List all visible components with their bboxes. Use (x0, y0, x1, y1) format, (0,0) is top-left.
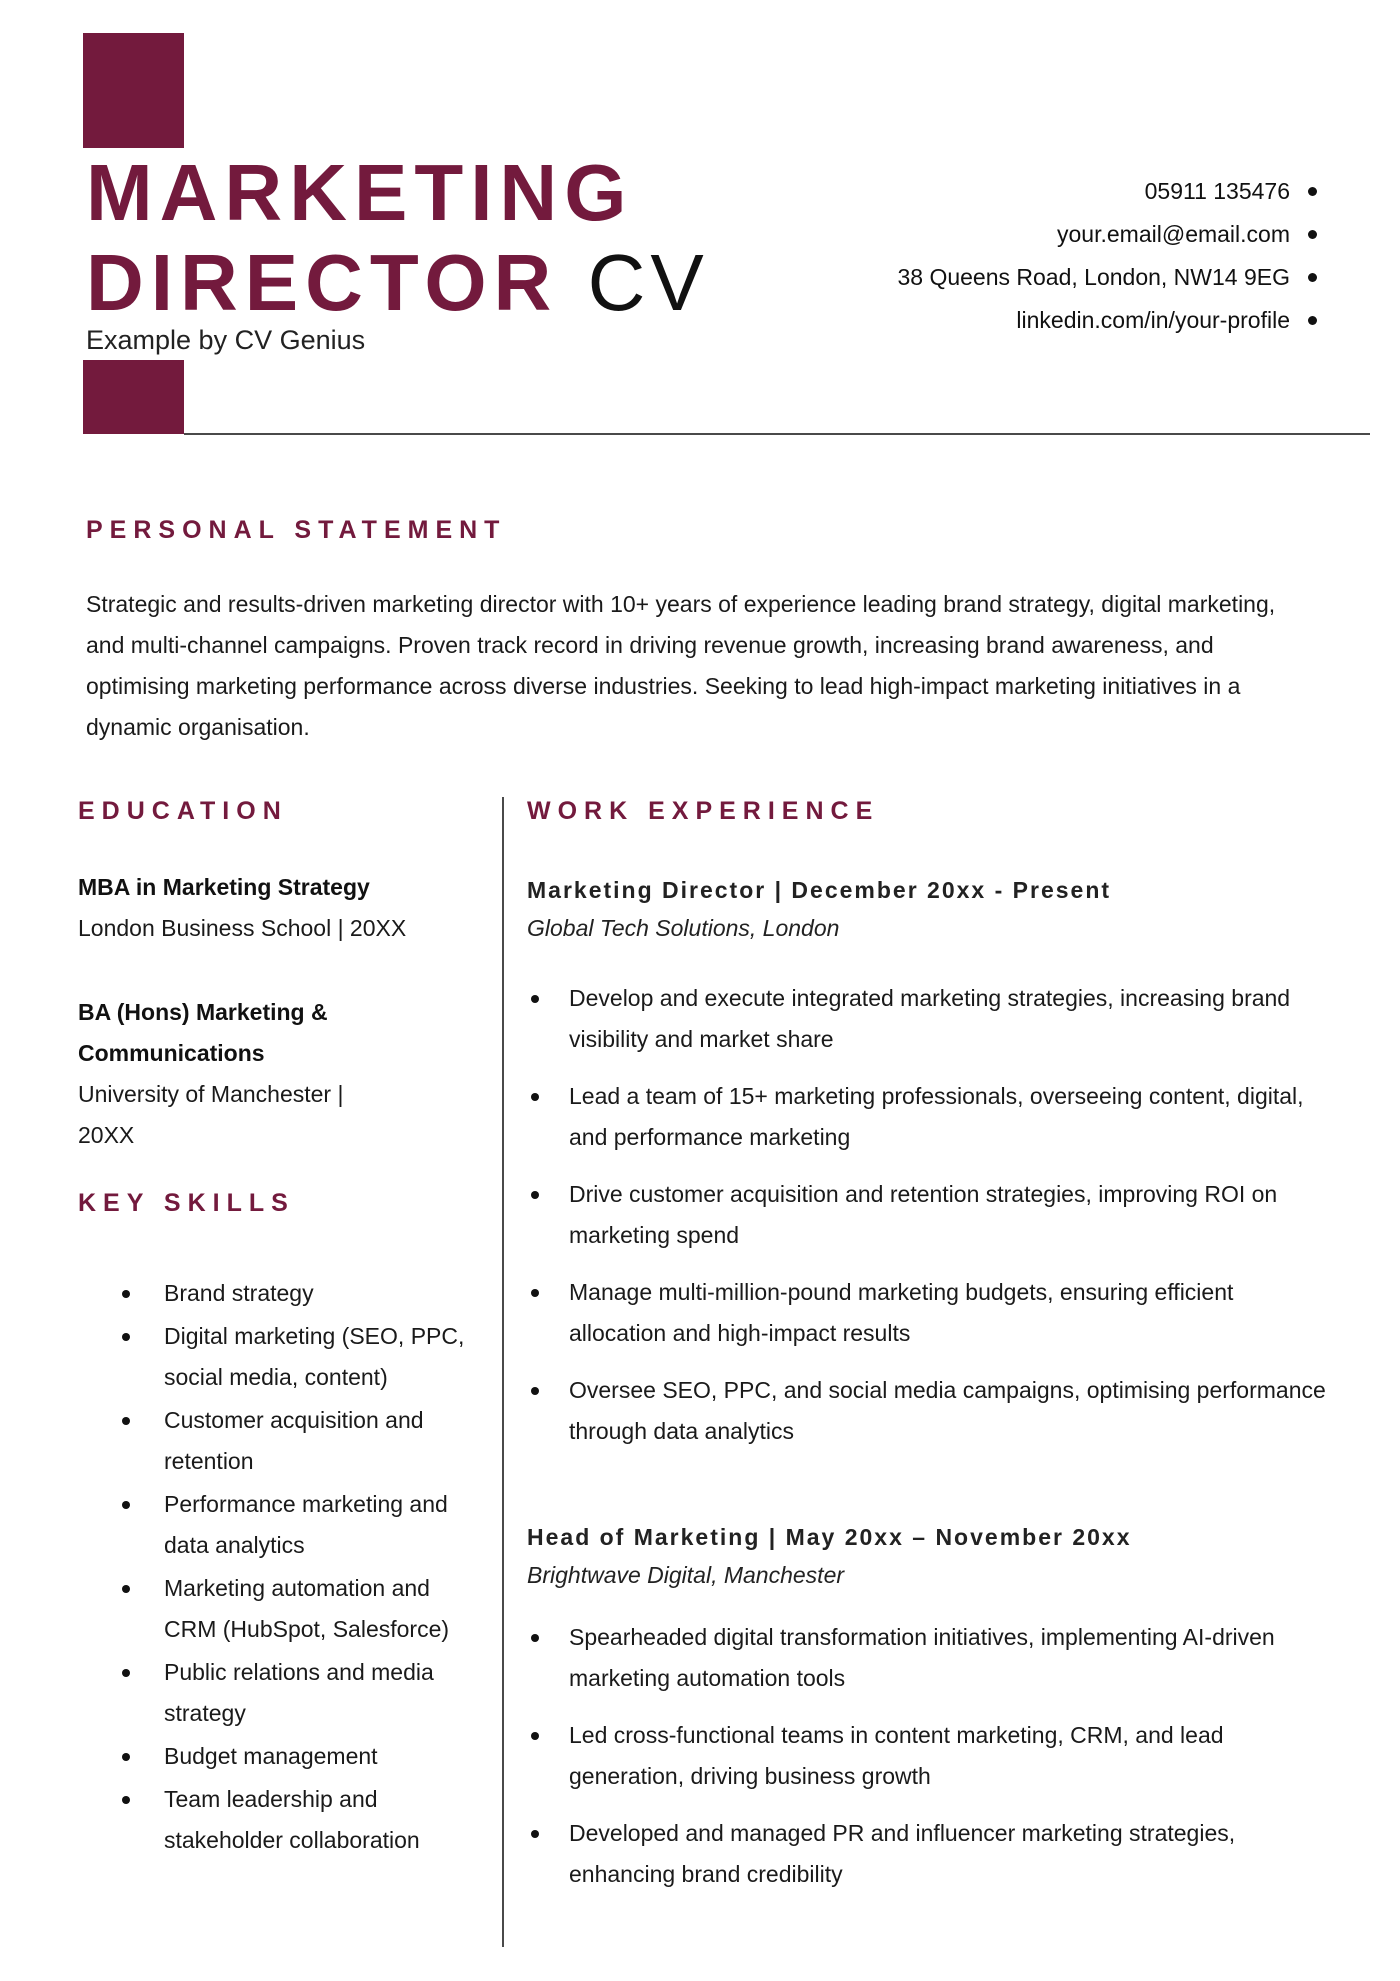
personal-statement-heading: PERSONAL STATEMENT (86, 516, 507, 544)
job-bullet: Drive customer acquisition and retention strategies, improving ROI on marketing spend (527, 1174, 1327, 1256)
title-marketing: MARKETING (86, 148, 634, 237)
title-cv: CV (587, 238, 709, 327)
contact-linkedin (757, 299, 1317, 342)
contact-address (757, 256, 1317, 299)
page-title-line-1 (86, 148, 633, 238)
education-school: London Business School | 20XX (78, 915, 407, 941)
personal-statement-text: Strategic and results-driven marketing director with 10+ years of experience leading brand strategy, digital marketing, and multi-channel campaigns. Proven track record in driving revenue growth, increasing brand awareness, and optimising marketing performance across diverse industries. Seeking to lead high-impact marketing initiatives in a dynamic organisation. (86, 591, 1276, 740)
contact-linkedin-text: linkedin.com/in/your-profile (1016, 307, 1290, 333)
skill-item: Customer acquisition and retention (78, 1400, 488, 1482)
subtitle: Example by CV Genius (86, 325, 366, 355)
education-item (78, 867, 478, 949)
skill-item: Marketing automation and CRM (HubSpot, Salesforce) (78, 1568, 488, 1650)
skill-item: Brand strategy (78, 1273, 488, 1314)
job-bullet: Manage multi-million-pound marketing budgets, ensuring efficient allocation and high-impact results (527, 1272, 1327, 1354)
work-experience-heading: WORK EXPERIENCE (527, 797, 880, 825)
page-title-line-2 (86, 238, 709, 328)
skill-item: Digital marketing (SEO, PPC, social media, content) (78, 1316, 488, 1398)
header-divider (184, 433, 1370, 435)
job-bullet: Developed and managed PR and influencer marketing strategies, enhancing brand credibility (527, 1813, 1327, 1895)
job-bullet: Develop and execute integrated marketing strategies, increasing brand visibility and market share (527, 978, 1327, 1060)
job-bullet: Led cross-functional teams in content marketing, CRM, and lead generation, driving business growth (527, 1715, 1327, 1797)
bullet-icon (1308, 187, 1317, 196)
job-bullet: Lead a team of 15+ marketing professionals, overseeing content, digital, and performance marketing (527, 1076, 1327, 1158)
bullet-icon (1308, 273, 1317, 282)
contact-email (757, 213, 1317, 256)
job-entry (527, 872, 1327, 1468)
contact-address-text: 38 Queens Road, London, NW14 9EG (897, 264, 1290, 290)
job-company: Global Tech Solutions, London (527, 915, 840, 941)
contact-phone-text: 05911 135476 (1144, 178, 1290, 204)
contact-phone (757, 170, 1317, 213)
job-bullets (527, 1617, 1327, 1895)
skill-item: Budget management (78, 1736, 488, 1777)
job-company: Brightwave Digital, Manchester (527, 1562, 845, 1588)
title-director: DIRECTOR (86, 238, 559, 327)
job-entry (527, 1519, 1327, 1911)
skill-item: Team leadership and stakeholder collaboration (78, 1779, 488, 1861)
accent-block-top (83, 33, 184, 148)
skill-item: Public relations and media strategy (78, 1652, 488, 1734)
skills-list (78, 1273, 488, 1863)
column-divider (502, 797, 504, 1947)
job-bullet: Oversee SEO, PPC, and social media campaigns, optimising performance through data analytics (527, 1370, 1327, 1452)
education-school: University of Manchester | 20XX (78, 1081, 344, 1148)
education-item (78, 992, 378, 1156)
education-heading: EDUCATION (78, 797, 288, 825)
skill-item: Performance marketing and data analytics (78, 1484, 488, 1566)
education-degree: BA (Hons) Marketing & Communications (78, 999, 328, 1066)
contact-email-text: your.email@email.com (1057, 221, 1290, 247)
accent-block-bottom (83, 360, 184, 434)
job-bullet: Spearheaded digital transformation initiatives, implementing AI-driven marketing automation tools (527, 1617, 1327, 1699)
bullet-icon (1308, 230, 1317, 239)
key-skills-heading: KEY SKILLS (78, 1189, 295, 1217)
job-bullets (527, 978, 1327, 1452)
contact-list (757, 170, 1317, 342)
bullet-icon (1308, 316, 1317, 325)
job-title: Marketing Director | December 20xx - Present (527, 877, 1112, 903)
education-degree: MBA in Marketing Strategy (78, 874, 370, 900)
job-title: Head of Marketing | May 20xx – November 20xx (527, 1524, 1132, 1550)
